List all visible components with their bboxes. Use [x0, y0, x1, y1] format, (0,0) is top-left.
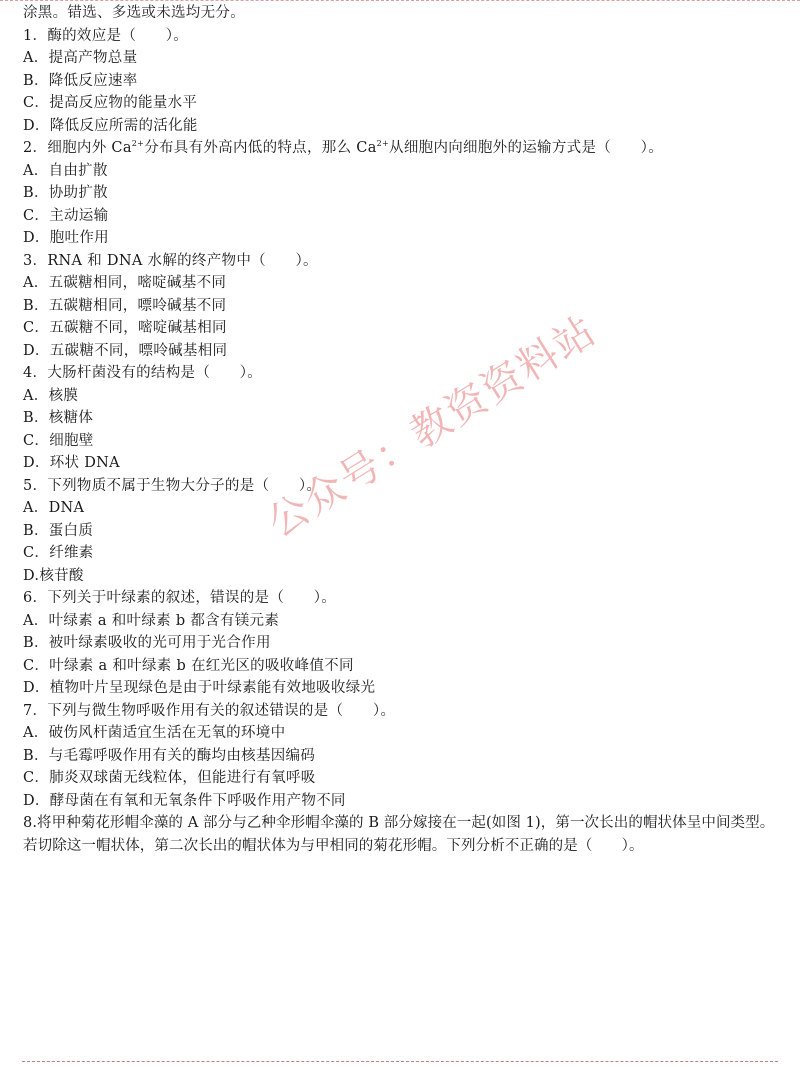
question-4-option-c: C．细胞壁 [23, 432, 94, 449]
question-6-option-b: B．被叶绿素吸收的光可用于光合作用 [23, 635, 271, 651]
question-1-option-b: B．降低反应速率 [23, 72, 138, 89]
question-7-option-b: B．与毛霉呼吸作用有关的酶均由核基因编码 [23, 747, 316, 764]
question-7-option-c: C．肺炎双球菌无线粒体，但能进行有氧呼吸 [23, 770, 316, 786]
question-1-option-a: A．提高产物总量 [23, 50, 138, 66]
question-3-option-b: B．五碳糖相同，嘌呤碱基不同 [23, 297, 227, 314]
question-3-option-c: C．五碳糖不同，嘧啶碱基相同 [23, 320, 227, 336]
question-6-option-c: C．叶绿素 a 和叶绿素 b 在红光区的吸收峰值不同 [23, 657, 354, 674]
question-2-stem [23, 137, 783, 160]
question-2-option-d: D．胞吐作用 [23, 230, 109, 246]
watermark-text: 公众号：教资资料站 [259, 307, 605, 547]
question-5-option-d: D.核苷酸 [23, 567, 84, 584]
question-1-stem: 1．酶的效应是（ ）。 [23, 27, 189, 44]
question-5-option-c: C．纤维素 [23, 545, 94, 561]
question-8-stem-line-2: 若切除这一帽状体，第二次长出的帽状体为与甲相同的菊花形帽。下列分析不正确的是（ ）。 [23, 837, 644, 854]
question-5-stem: 5．下列物质不属于生物大分子的是（ ）。 [23, 477, 322, 494]
question-6-option-a: A．叶绿素 a 和叶绿素 b 都含有镁元素 [23, 612, 280, 629]
question-5-option-a: A．DNA [23, 500, 85, 516]
question-6-stem: 6．下列关于叶绿素的叙述，错误的是（ ）。 [23, 590, 337, 606]
question-6-option-d: D．植物叶片呈现绿色是由于叶绿素能有效地吸收绿光 [23, 680, 376, 696]
question-3-stem: 3．RNA 和 DNA 水解的终产物中（ ）。 [23, 252, 318, 269]
bottom-divider [22, 1061, 778, 1063]
question-3-option-a: A．五碳糖相同，嘧啶碱基不同 [23, 275, 227, 291]
question-2-option-b: B．协助扩散 [23, 185, 108, 201]
question-2-superscript-1: 2+ [131, 139, 145, 148]
question-8-stem-line-1: 8.将甲种菊花形帽伞藻的 A 部分与乙种伞形帽伞藻的 B 部分嫁接在一起(如图 1)，第一次长出的帽状体呈中间类型。 [23, 815, 775, 831]
question-4-option-a: A．核膜 [23, 387, 79, 404]
question-7-stem: 7．下列与微生物呼吸作用有关的叙述错误的是（ ）。 [23, 702, 396, 719]
question-2-superscript-2: 2+ [376, 139, 390, 148]
question-2-option-a: A．自由扩散 [23, 162, 108, 179]
question-4-stem: 4．大肠杆菌没有的结构是（ ）。 [23, 365, 263, 381]
question-7-option-d: D．酵母菌在有氧和无氧条件下呼吸作用产物不同 [23, 792, 346, 809]
question-4-option-b: B．核糖体 [23, 410, 94, 426]
question-3-option-d: D．五碳糖不同，嘌呤碱基相同 [23, 342, 228, 359]
question-2-stem-part-c: 从细胞内向细胞外的运输方式是（ ）。 [389, 140, 663, 156]
intro-text: 涂黑。错选、多选或未选均无分。 [23, 5, 245, 21]
question-4-option-d: D．环状 DNA [23, 455, 120, 471]
question-2-option-c: C．主动运输 [23, 207, 109, 224]
question-7-option-a: A．破伤风杆菌适宜生活在无氧的环境中 [23, 725, 286, 741]
question-2-stem-part-a: 2．细胞内外 Ca [23, 140, 132, 156]
question-1-option-c: C．提高反应物的能量水平 [23, 95, 198, 111]
question-1-option-d: D．降低反应所需的活化能 [23, 117, 198, 134]
question-2-stem-part-b: 分布具有外高内低的特点，那么 Ca [144, 140, 377, 156]
question-5-option-b: B．蛋白质 [23, 522, 94, 539]
